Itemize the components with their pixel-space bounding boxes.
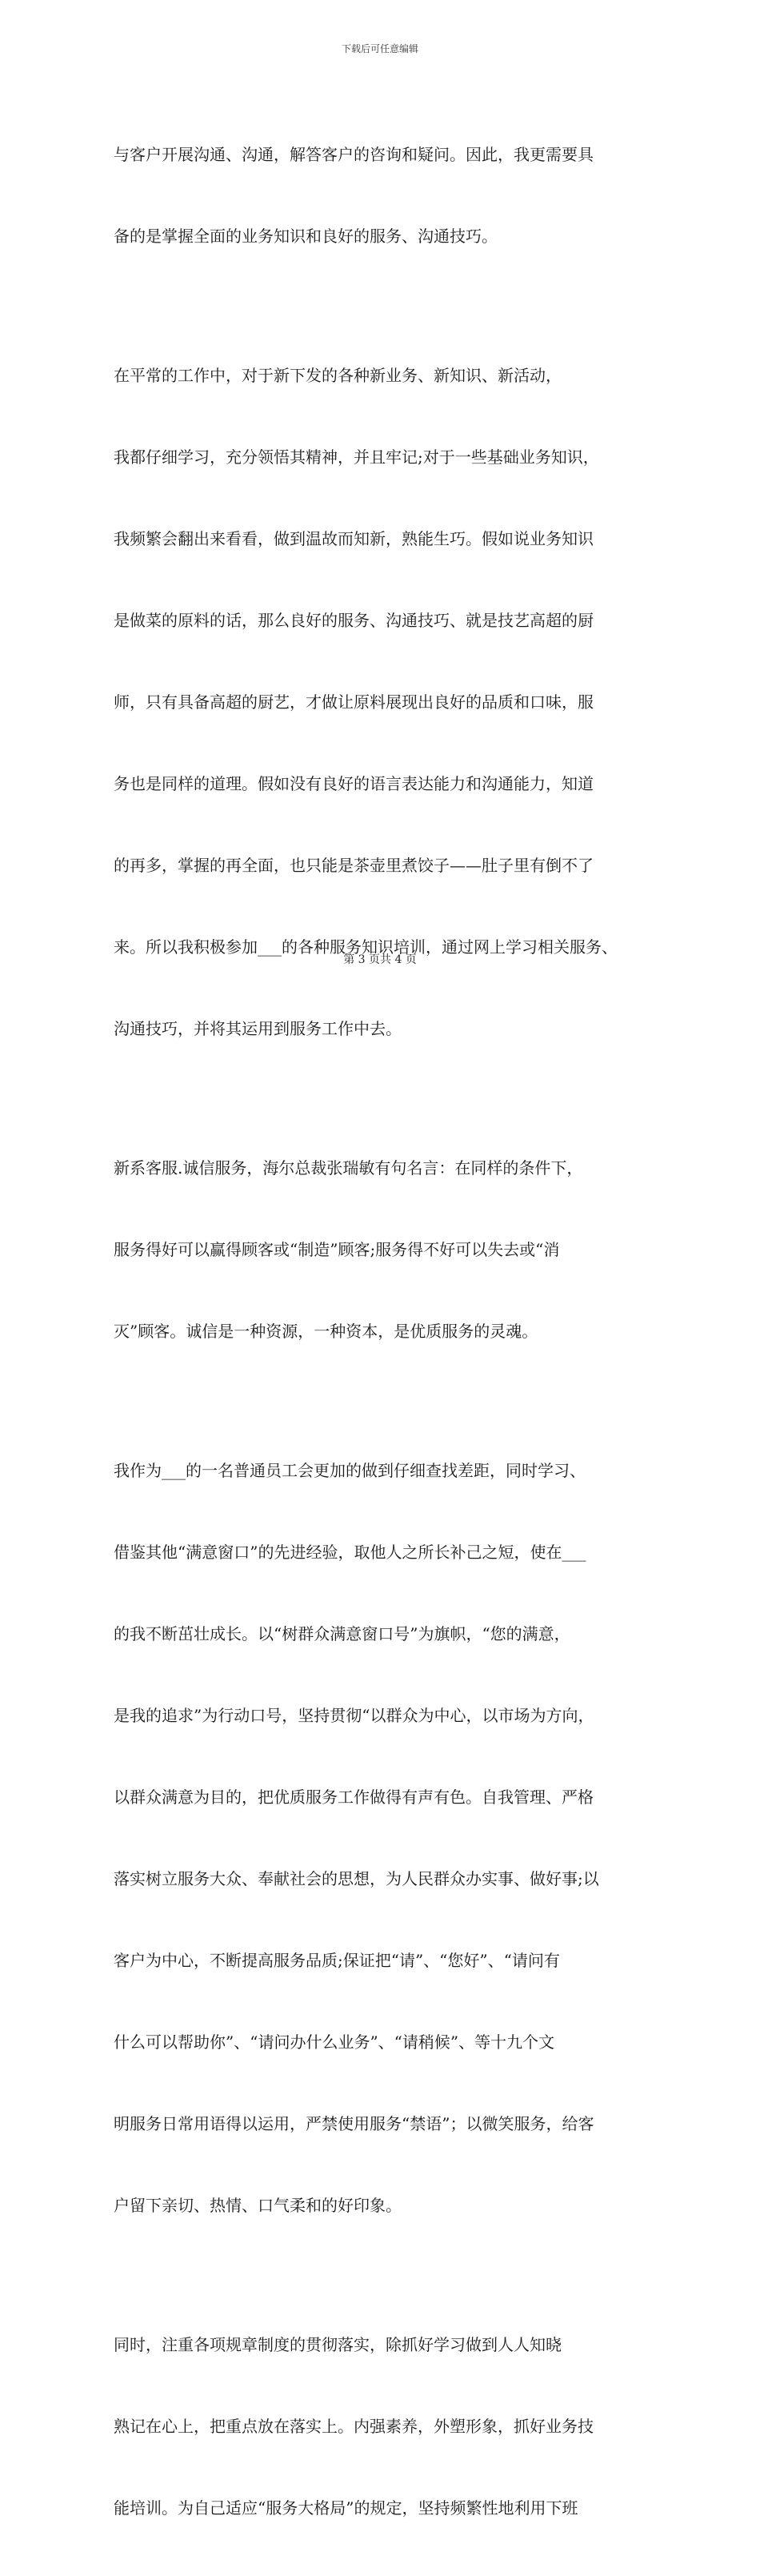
text-line: 灭”顾客。诚信是一种资源，一种资本，是优质服务的灵魂。	[114, 1322, 538, 1341]
text-line: 同时，注重各项规章制度的贯彻落实，除抓好学习做到人人知晓	[114, 2335, 562, 2354]
text-line: 明服务日常用语得以运用，严禁使用服务“禁语”；以微笑服务，给客	[114, 2114, 594, 2133]
page-footer: 第 3 页共 4 页	[343, 953, 417, 966]
document-body	[114, 86, 658, 2576]
paragraph-3	[114, 1100, 658, 1399]
text-line: 我都仔细学习，充分领悟其精神，并且牢记;对于一些基础业务知识，	[114, 447, 599, 467]
text-line: 是做菜的原料的话，那么良好的服务、沟通技巧、就是技艺高超的厨	[114, 611, 594, 630]
text-line: 服务得好可以赢得顾客或“制造”顾客;服务得不好可以失去或“消	[114, 1240, 560, 1259]
text-line: 借鉴其他“满意窗口”的先进经验，取他人之所长补己之短，使在___	[114, 1543, 586, 1562]
text-line: 来。所以我积极参加___的各种服务知识培训，通过网上学习相关服务、	[114, 937, 618, 957]
text-line: 备的是掌握全面的业务知识和良好的服务、沟通技巧。	[114, 227, 498, 246]
text-line: 务也是同样的道理。假如没有良好的语言表达能力和沟通能力，知道	[114, 774, 594, 793]
paragraph-4	[114, 1402, 658, 2273]
text-line: 与客户开展沟通、沟通，解答客户的咨询和疑问。因此，我更需要具	[114, 145, 594, 164]
text-line: 落实树立服务大众、奉献社会的思想，为人民群众办实事、做好事;以	[114, 1869, 599, 1888]
text-line: 在平常的工作中，对于新下发的各种新业务、新知识、新活动，	[114, 366, 562, 385]
text-line: 以群众满意为目的，把优质服务工作做得有声有色。自我管理、严格	[114, 1788, 594, 1807]
text-line: 的我不断茁壮成长。以“树群众满意窗口号”为旗帜，“您的满意，	[114, 1624, 570, 1643]
paragraph-5	[114, 2277, 658, 2576]
text-line: 我作为___的一名普通员工会更加的做到仔细查找差距，同时学习、	[114, 1461, 586, 1480]
text-line: 什么可以帮助你”、“请问办什么业务”、“请稍候”、等十九个文	[114, 2032, 555, 2052]
text-line: 熟记在心上，把重点放在落实上。内强素养，外塑形象，抓好业务技	[114, 2417, 594, 2436]
paragraph-2	[114, 307, 658, 1097]
text-line: 是我的追求”为行动口号，坚持贯彻“以群众为中心，以市场为方向，	[114, 1706, 594, 1725]
text-line: 沟通技巧，并将其运用到服务工作中去。	[114, 1019, 402, 1038]
paragraph-1	[114, 86, 658, 304]
text-line: 的再多，掌握的再全面，也只能是茶壶里煮饺子——肚子里有倒不了	[114, 856, 594, 875]
text-line: 我频繁会翻出来看看，做到温故而知新，熟能生巧。假如说业务知识	[114, 529, 594, 548]
text-line: 新系客服.诚信服务，海尔总裁张瑞敏有句名言：在同样的条件下，	[114, 1158, 583, 1178]
text-line: 能培训。为自己适应“服务大格局”的规定，坚持频繁性地利用下班	[114, 2498, 578, 2518]
text-line: 户留下亲切、热情、口气柔和的好印象。	[114, 2196, 402, 2215]
page-header: 下载后可任意编辑	[341, 43, 418, 54]
text-line: 师，只有具备高超的厨艺，才做让原料展现出良好的品质和口味，服	[114, 692, 594, 712]
text-line: 客户为中心，不断提高服务品质;保证把“请”、“您好”、“请问有	[114, 1951, 560, 1970]
